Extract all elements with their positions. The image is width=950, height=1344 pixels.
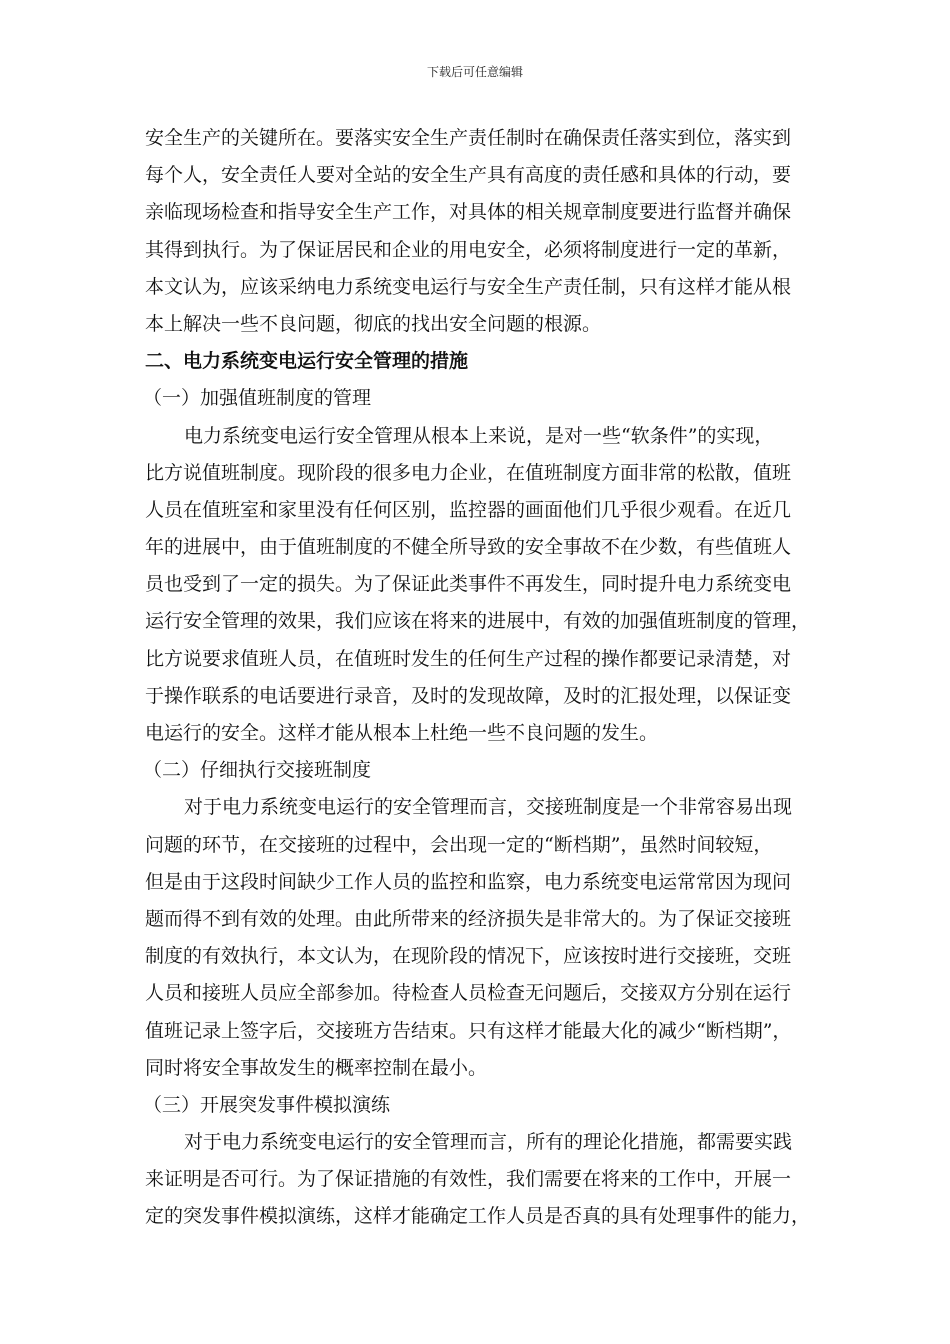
page-header: 下载后可任意编辑	[426, 65, 523, 79]
paragraph-line: 其得到执行。为了保证居民和企业的用电安全，必须将制度进行一定的革新，	[145, 238, 792, 261]
paragraph-line: 同时将安全事故发生的概率控制在最小。	[145, 1056, 488, 1079]
paragraph-line: 比方说要求值班人员，在值班时发生的任何生产过程的操作都要记录清楚，对	[145, 647, 792, 670]
paragraph-line: 对于电力系统变电运行的安全管理而言，所有的理论化措施，都需要实践	[184, 1131, 793, 1154]
paragraph-line: 运行安全管理的效果，我们应该在将来的进展中，有效的加强值班制度的管理，	[145, 610, 811, 633]
paragraph-line: 题而得不到有效的处理。由此所带来的经济损失是非常大的。为了保证交接班	[145, 907, 792, 930]
paragraph-line: 人员和接班人员应全部参加。待检查人员检查无问题后，交接双方分别在运行	[145, 982, 792, 1005]
paragraph-line: 但是由于这段时间缺少工作人员的监控和监察，电力系统变电运常常因为现问	[145, 870, 792, 893]
paragraph-line: 本文认为，应该采纳电力系统变电运行与安全生产责任制，只有这样才能从根	[145, 275, 792, 298]
paragraph-line: 人员在值班室和家里没有任何区别，监控器的画面他们几乎很少观看。在近几	[145, 498, 792, 521]
subsection-heading: （二）仔细执行交接班制度	[143, 759, 372, 782]
paragraph-line: 电力系统变电运行安全管理从根本上来说，是对一些“软条件”的实现，	[184, 424, 774, 447]
paragraph-line: 每个人，安全责任人要对全站的安全生产具有高度的责任感和具体的行动，要	[145, 164, 792, 187]
paragraph-line: 安全生产的关键所在。要落实安全生产责任制时在确保责任落实到位，落实到	[145, 127, 792, 149]
paragraph-line: 对于电力系统变电运行的安全管理而言，交接班制度是一个非常容易出现	[184, 796, 793, 819]
paragraph-line: 年的进展中，由于值班制度的不健全所导致的安全事故不在少数，有些值班人	[145, 536, 792, 559]
paragraph-line: 于操作联系的电话要进行录音，及时的发现故障，及时的汇报处理，以保证变	[145, 684, 792, 707]
paragraph-line: 问题的环节，在交接班的过程中，会出现一定的“断档期”，虽然时间较短，	[145, 833, 773, 856]
paragraph-line: 值班记录上签字后，交接班方告结束。只有这样才能最大化的减少“断档期”，	[145, 1019, 792, 1042]
paragraph-line: 本上解决一些不良问题，彻底的找出安全问题的根源。	[145, 312, 602, 335]
paragraph-line: 定的突发事件模拟演练，这样才能确定工作人员是否真的具有处理事件的能力，	[145, 1205, 811, 1228]
paragraph-line: 电运行的安全。这样才能从根本上杜绝一些不良问题的发生。	[145, 722, 659, 744]
section-heading: 二、电力系统变电运行安全管理的措施	[145, 350, 469, 373]
paragraph-line: 亲临现场检查和指导安全生产工作，对具体的相关规章制度要进行监督并确保	[145, 201, 792, 224]
subsection-heading: （一）加强值班制度的管理	[143, 387, 372, 410]
paragraph-line: 来证明是否可行。为了保证措施的有效性，我们需要在将来的工作中，开展一	[145, 1168, 792, 1191]
paragraph-line: 员也受到了一定的损失。为了保证此类事件不再发生，同时提升电力系统变电	[145, 573, 792, 596]
paragraph-line: 制度的有效执行，本文认为，在现阶段的情况下，应该按时进行交接班，交班	[145, 945, 792, 968]
document-body	[145, 120, 820, 1236]
subsection-heading: （三）开展突发事件模拟演练	[143, 1093, 391, 1116]
paragraph-line: 比方说值班制度。现阶段的很多电力企业，在值班制度方面非常的松散，值班	[145, 461, 792, 484]
